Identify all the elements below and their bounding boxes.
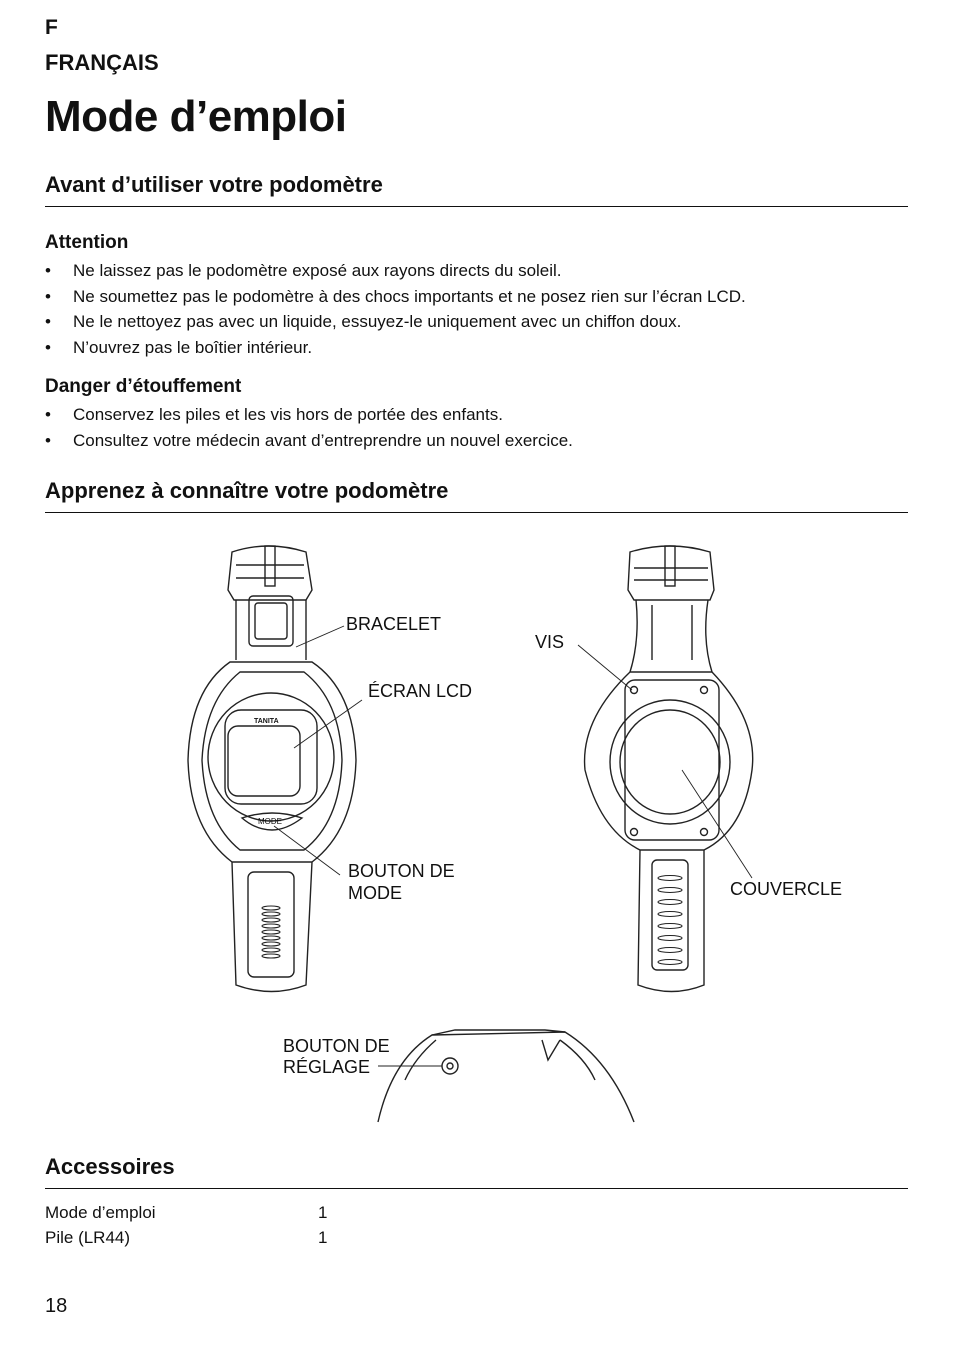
- list-item: • Conservez les piles et les vis hors de portée des enfants.: [45, 402, 908, 428]
- brand-logo: TANITA: [254, 718, 279, 725]
- choking-list: [45, 402, 908, 453]
- screw-icon: [631, 687, 708, 836]
- list-item: • Ne le nettoyez pas avec un liquide, essuyez-le uniquement avec un chiffon doux.: [45, 309, 908, 335]
- choking-heading: Danger d’étouffement: [45, 376, 242, 397]
- section-divider: [45, 512, 908, 513]
- callout-lines: [274, 626, 752, 1066]
- table-row: [45, 1200, 445, 1225]
- section-title-before-use: Avant d’utiliser votre podomètre: [45, 172, 383, 197]
- accessory-name: Pile (LR44): [45, 1228, 131, 1247]
- label-mode-line1: BOUTON DE: [348, 861, 455, 881]
- page-title: Mode d’emploi: [45, 92, 347, 141]
- accessories-table: [45, 1200, 445, 1250]
- label-cover: COUVERCLE: [730, 879, 843, 899]
- mode-button-text: MODE: [258, 817, 282, 826]
- table-row: [45, 1225, 445, 1250]
- accessory-qty: 1: [318, 1228, 328, 1247]
- list-item: • Ne soumettez pas le podomètre à des chocs importants et ne posez rien sur l’écran LCD.: [45, 284, 908, 310]
- label-bracelet: BRACELET: [346, 614, 442, 634]
- front-view: [188, 546, 356, 992]
- list-item: • N’ouvrez pas le boîtier intérieur.: [45, 335, 908, 361]
- side-view: [378, 1030, 634, 1122]
- label-lcd: ÉCRAN LCD: [368, 681, 473, 701]
- language-letter: F: [45, 16, 58, 39]
- list-item: • Consultez votre médecin avant d’entreprendre un nouvel exercice.: [45, 428, 908, 454]
- label-setting-line1: BOUTON DE: [283, 1036, 390, 1056]
- attention-heading: Attention: [45, 232, 129, 253]
- section-divider: [45, 206, 908, 207]
- accessory-qty: 1: [318, 1203, 328, 1222]
- label-mode-line2: MODE: [348, 883, 402, 903]
- label-setting-line2: RÉGLAGE: [283, 1057, 371, 1077]
- section-title-know: Apprenez à connaître votre podomètre: [45, 478, 449, 503]
- section-title-accessories: Accessoires: [45, 1154, 175, 1179]
- accessory-name: Mode d’emploi: [45, 1203, 156, 1222]
- section-divider: [45, 1188, 908, 1189]
- label-screw: VIS: [535, 632, 565, 652]
- list-item: • Ne laissez pas le podomètre exposé aux rayons directs du soleil.: [45, 258, 908, 284]
- attention-list: [45, 258, 908, 361]
- language-name: FRANÇAIS: [45, 50, 159, 75]
- page-number: 18: [45, 1295, 68, 1317]
- pedometer-diagram: [0, 520, 954, 1140]
- back-view: [585, 546, 753, 992]
